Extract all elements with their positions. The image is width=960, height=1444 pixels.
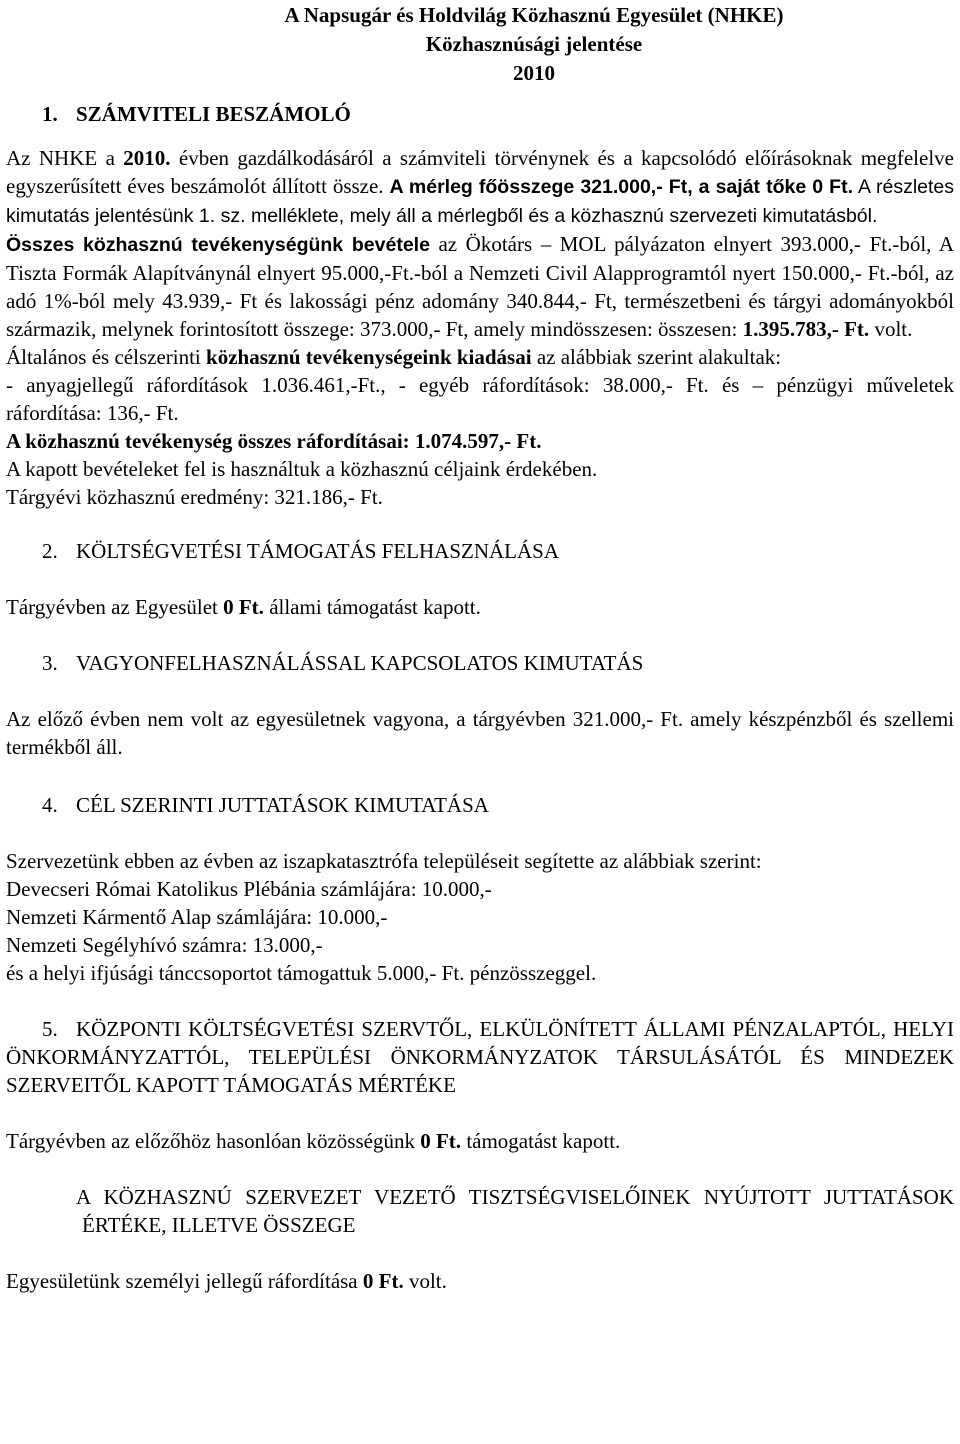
text-run: állami támogatást kapott. xyxy=(263,595,481,619)
text-run: évben gazdálkodásáról a számviteli törvénynek és a kapcsolódó előírásoknak megfelelve egyszerűsített éves beszámolót állított össze. xyxy=(6,146,954,198)
text-run: Tárgyévben az előzőhöz hasonlóan közösségünk xyxy=(6,1129,421,1153)
section-3-paragraph: Az előző évben nem volt az egyesületnek vagyona, a tárgyévben 321.000,- Ft. amely készpénzből és szellemi termékből áll. xyxy=(6,707,954,759)
text-run: 0 Ft. xyxy=(362,1269,404,1293)
section-number: 1. xyxy=(42,102,58,126)
section-number: 3. xyxy=(42,651,58,675)
section-5-heading xyxy=(6,1015,954,1099)
section-2-heading xyxy=(6,537,954,565)
section-title: KÖZPONTI KÖLTSÉGVETÉSI SZERVTŐL, ELKÜLÖNÍTETT ÁLLAMI PÉNZALAPTÓL, HELYI ÖNKORMÁNYZATTÓL, TELEPÜLÉSI ÖNKORMÁNYZATOK TÁRSULÁSÁTÓL ÉS MINDEZEK SZERVEITŐL KAPOTT TÁMOGATÁS MÉRTÉKE xyxy=(6,1017,954,1097)
section-number: 4. xyxy=(42,793,58,817)
list-item: és a helyi ifjúsági tánccsoportot támogattuk 5.000,- Ft. pénzösszeggel. xyxy=(6,961,597,985)
text-run: Általános és célszerinti xyxy=(6,345,207,369)
section-6-paragraph xyxy=(6,1267,954,1295)
section-1-result: Tárgyévi közhasznú eredmény: 321.186,- Ft. xyxy=(6,485,383,509)
section-1-paragraph-1 xyxy=(6,144,954,230)
text-run: támogatást kapott. xyxy=(461,1129,621,1153)
text-run: 0 Ft. xyxy=(223,595,264,619)
document-title: A Napsugár és Holdvilág Közhasznú Egyesület (NHKE) xyxy=(284,3,784,27)
section-1-paragraph-2 xyxy=(6,230,954,343)
section-1-heading xyxy=(6,100,954,128)
list-item: Devecseri Római Katolikus Plébánia számlájára: 10.000,- xyxy=(6,877,492,901)
text-run: volt. xyxy=(869,317,913,341)
section-title: VAGYONFELHASZNÁLÁSSAL KAPCSOLATOS KIMUTATÁS xyxy=(76,651,644,675)
text-run: az alábbiak szerint alakultak: xyxy=(531,345,782,369)
text-run: közhasznú tevékenységeink kiadásai xyxy=(206,345,532,369)
document-year: 2010 xyxy=(513,61,555,85)
section-title: SZÁMVITELI BESZÁMOLÓ xyxy=(76,102,351,126)
text-run: A mérleg főösszege 321.000,- Ft, a saját tőke 0 Ft. xyxy=(389,176,853,198)
text-run: A részletes kimutatás jelentésünk 1. sz. melléklete, mely áll a mérlegből és a közhasznú szervezeti kimutatásból. xyxy=(6,176,955,227)
section-4-heading xyxy=(6,791,954,819)
section-1-paragraph-3 xyxy=(6,343,954,371)
list-item: Nemzeti Kármentő Alap számlájára: 10.000,- xyxy=(6,905,388,929)
text-run: az Ökotárs – MOL pályázaton elnyert 393.000,- Ft.-ból, A Tiszta Formák Alapítványnál elnyert 95.000,-Ft.-ból a Nemzeti Civil Alapprogramtól nyert 150.000,- Ft.-ból, az adó 1%-ból mely 43.939,- Ft és lakossági pénz adomány 340.844,- Ft, természetbeni és tárgyi adományokból származik, melynek forintosított összege: 373.000,- Ft, amely mindösszesen: összesen: xyxy=(6,232,954,341)
text-run: 0 Ft. xyxy=(420,1129,462,1153)
section-1-usage: A kapott bevételeket fel is használtuk a közhasznú céljaink érdekében. xyxy=(6,457,598,481)
text-run: Összes közhasznú tevékenységünk bevétele xyxy=(6,234,430,256)
section-1-total-expenses: A közhasznú tevékenység összes ráfordításai: 1.074.597,- Ft. xyxy=(6,429,542,453)
text-run: Az NHKE a xyxy=(6,146,124,170)
text-run: Egyesületünk személyi jellegű ráfordítása xyxy=(6,1269,363,1293)
section-number xyxy=(6,1183,76,1211)
section-4-intro: Szervezetünk ebben az évben az iszapkatasztrófa településeit segítette az alábbiak szerint: xyxy=(6,849,762,873)
section-number: 5. xyxy=(42,1017,58,1041)
text-run: volt. xyxy=(403,1269,447,1293)
section-5-paragraph xyxy=(6,1127,954,1155)
section-title: KÖLTSÉGVETÉSI TÁMOGATÁS FELHASZNÁLÁSA xyxy=(76,539,560,563)
section-number: 2. xyxy=(42,539,58,563)
text-run: 2010. xyxy=(123,146,171,170)
text-run: Tárgyévben az Egyesület xyxy=(6,595,224,619)
section-1-expenses: - anyagjellegű ráfordítások 1.036.461,-Ft., - egyéb ráfordítások: 38.000,- Ft. és – pénzügyi műveletek ráfordítása: 136,- Ft. xyxy=(6,373,954,425)
document-header xyxy=(6,0,954,88)
section-6-heading xyxy=(6,1183,954,1239)
section-title: A KÖZHASZNÚ SZERVEZET VEZETŐ TISZTSÉGVISELŐINEK NYÚJTOTT JUTTATÁSOK ÉRTÉKE, ILLETVE ÖSSZEGE xyxy=(76,1185,954,1237)
section-title: CÉL SZERINTI JUTTATÁSOK KIMUTATÁSA xyxy=(76,793,489,817)
section-3-heading xyxy=(6,649,954,677)
text-run: 1.395.783,- Ft. xyxy=(742,317,870,341)
section-2-paragraph xyxy=(6,593,954,621)
list-item: Nemzeti Segélyhívó számra: 13.000,- xyxy=(6,933,323,957)
document-subtitle: Közhasznúsági jelentése xyxy=(425,32,643,56)
